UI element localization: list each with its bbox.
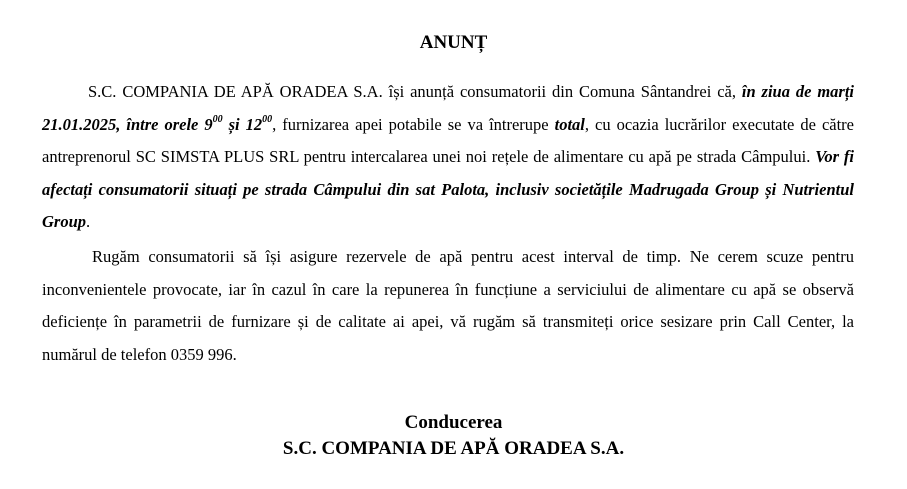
intro-text: S.C. COMPANIA DE APĂ ORADEA S.A. își anunță consumatorii din Comuna Sântandrei că, [88, 82, 736, 101]
time-end-minutes: 00 [262, 114, 273, 126]
page-title: ANUNȚ [419, 32, 488, 53]
signature-line-2: S.C. COMPANIA DE APĂ ORADEA S.A. [282, 438, 625, 459]
signature-line-1: Conducerea [404, 412, 503, 433]
time-start-text: între orele 9 [126, 114, 213, 134]
paragraph-end: . [86, 212, 91, 232]
date-separator: , [116, 114, 127, 134]
interruption-text: , furnizarea apei potabile se va întrerupe [272, 114, 555, 134]
works-text: , cu ocazia lucrărilor executate de către antreprenorul SC SIMSTA PLUS SRL pentru intercalarea unei noi rețele de alimentare cu apă pe strada Câmpului. [42, 114, 854, 167]
announcement-paragraph-1 [42, 76, 854, 239]
total-text: total [554, 114, 585, 134]
time-end-text: și 12 [222, 114, 263, 134]
date-text: în ziua de marți 21.01.2025 [42, 82, 854, 134]
announcement-paragraph-2: Rugăm consumatorii să își asigure rezervele de apă pentru acest interval de timp. Ne cerem scuze pentru inconvenientele provocate, iar în cazul în care la repunerea în funcțiune a serviciului de alimentare cu apă se observă deficiențe în parametrii de furnizare și de calitate ai apei, vă rugăm să transmiteți orice sesizare prin Call Center, la numărul de telefon 0359 996. [42, 247, 854, 364]
affected-consumers-text: Vor fi afectați consumatorii situați pe strada Câmpului din sat Palota, inclusiv societățile Madrugada Group și Nutrientul Group [42, 147, 855, 232]
time-start-minutes: 00 [212, 114, 223, 126]
